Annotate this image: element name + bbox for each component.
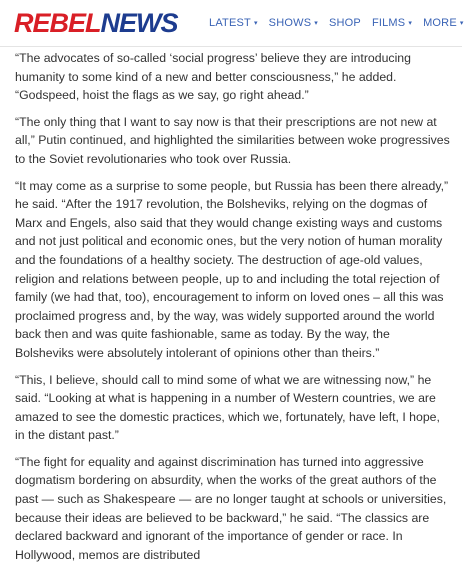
- article-paragraph: “It may come as a surprise to some people, but Russia has been there already,” he said. “After the 1917 revolution, the Bolsheviks, relying on the dogmas of Marx and Engels, also said that they would change existing ways and customs and not just political and economic ones, but the very notion of human morality and the foundations of a healthy society. The destruction of age-old values, religion and relations between people, up to and including the total rejection of family (we had that, too), encouragement to inform on loved ones – all this was proclaimed progress and, by the way, was widely supported around the world back then and was quite fashionable, same as today. By the way, the Bolsheviks were absolutely intolerant of opinions other than theirs.”: [15, 178, 449, 360]
- nav-shows-label: SHOWS: [268, 17, 312, 29]
- nav-shows[interactable]: [269, 17, 318, 29]
- article-paragraph: “The only thing that I want to say now is that their prescriptions are not new at all,” Putin continued, and highlighted the similarities between woke progressives to the Soviet revolutionaries who took over Russia.: [15, 114, 450, 166]
- main-nav: [209, 17, 464, 29]
- article-paragraph: “The fight for equality and against discrimination has turned into aggressive dogmatism bordering on absurdity, when the works of the great authors of the past — such as Shakespeare — are no longer taught at schools or universities, because their ideas are believed to be backward,” he said. “The classics are declared backward and ignorant of the importance of gender or race. In Hollywood, memos are distributed: [15, 454, 447, 562]
- nav-more-label: MORE: [423, 17, 457, 29]
- chevron-down-icon: ▾: [314, 19, 318, 27]
- nav-shop[interactable]: [329, 17, 361, 29]
- logo-rebel-text: REBEL: [14, 8, 101, 38]
- nav-films-label: FILMS: [371, 17, 406, 29]
- site-header: [0, 0, 462, 47]
- article-body: [15, 49, 451, 572]
- chevron-down-icon: ▾: [408, 19, 413, 27]
- chevron-down-icon: ▾: [253, 19, 258, 27]
- logo-news-text: NEWS: [100, 8, 178, 38]
- article-paragraph: “The advocates of so-called ‘social progress’ believe they are introducing humanity to some kind of a new and better consciousness,” he added. “Godspeed, hoist the flags as we say, go right ahead.”: [15, 51, 411, 103]
- chevron-down-icon: ▾: [459, 19, 464, 27]
- rebel-news-logo[interactable]: [14, 8, 178, 38]
- article-paragraph: “This, I believe, should call to mind some of what we are witnessing now,” he said. “Looking at what is happening in a number of Western countries, we are amazed to see the domestic practices, which we, fortunately, have left, I hope, in the distant past.”: [15, 372, 440, 443]
- nav-latest[interactable]: [209, 17, 258, 29]
- nav-latest-label: LATEST: [209, 17, 251, 29]
- nav-shop-label: SHOP: [328, 17, 361, 29]
- nav-more[interactable]: [423, 17, 464, 29]
- nav-films[interactable]: [372, 17, 412, 29]
